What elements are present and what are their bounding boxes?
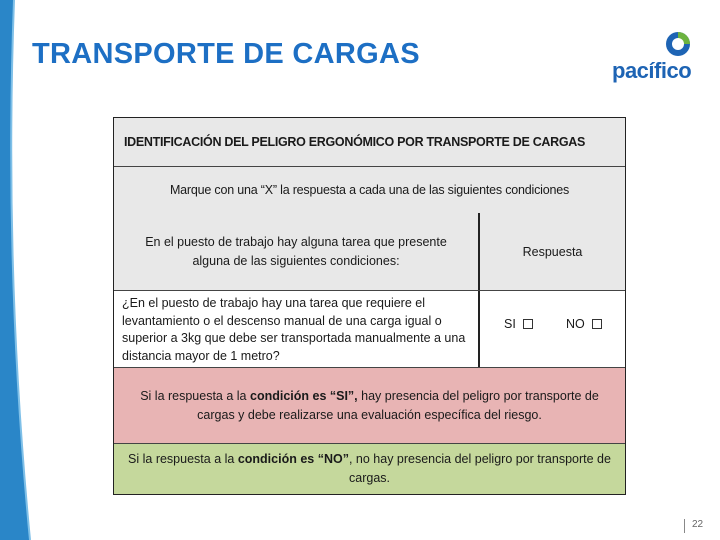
no-result-suffix: , no hay presencia del peligro por transporte de cargas. (348, 452, 611, 485)
question-text: ¿En el puesto de trabajo hay una tarea que requiere el levantamiento o el descenso manual de una carga igual o superior a 3kg que debe ser transportada manualmente a una distancia mayor de 1 metro? (114, 291, 480, 367)
form-header: IDENTIFICACIÓN DEL PELIGRO ERGONÓMICO POR TRANSPORTE DE CARGAS (114, 118, 625, 167)
answer-options (480, 291, 625, 367)
yes-result-suffix: hay presencia del peligro por transporte de cargas y debe realizarse una evaluación específica del riesgo. (197, 388, 599, 422)
yes-result-text (124, 387, 615, 425)
condition-header-row (114, 213, 625, 290)
option-no[interactable] (566, 317, 602, 331)
page-number: 22 (692, 519, 704, 530)
answer-header: Respuesta (480, 213, 625, 290)
yes-result-prefix: Si la respuesta a la (140, 388, 250, 403)
no-result-bold: condición es “NO” (237, 452, 349, 466)
option-yes-checkbox[interactable] (523, 319, 533, 329)
question-row (114, 290, 625, 367)
yes-result-row (114, 367, 625, 444)
option-no-checkbox[interactable] (592, 319, 602, 329)
condition-intro: En el puesto de trabajo hay alguna tarea que presente alguna de las siguientes condiciones: (114, 213, 480, 290)
no-result-text (120, 450, 619, 488)
yes-result-bold: condición es “SI”, (250, 388, 358, 403)
no-result-prefix: Si la respuesta a la (128, 452, 238, 466)
form-instruction: Marque con una “X” la respuesta a cada una de las siguientes condiciones (114, 167, 625, 213)
option-yes-label: SI (504, 317, 516, 331)
option-yes[interactable] (504, 317, 533, 331)
option-no-label: NO (566, 317, 585, 331)
slide-title: TRANSPORTE DE CARGAS (32, 38, 420, 70)
page-number-divider (684, 519, 685, 533)
logo-text: pacífico (612, 58, 692, 83)
hazard-identification-form (113, 117, 626, 495)
decorative-swoosh (0, 0, 40, 540)
no-result-row (114, 444, 625, 494)
